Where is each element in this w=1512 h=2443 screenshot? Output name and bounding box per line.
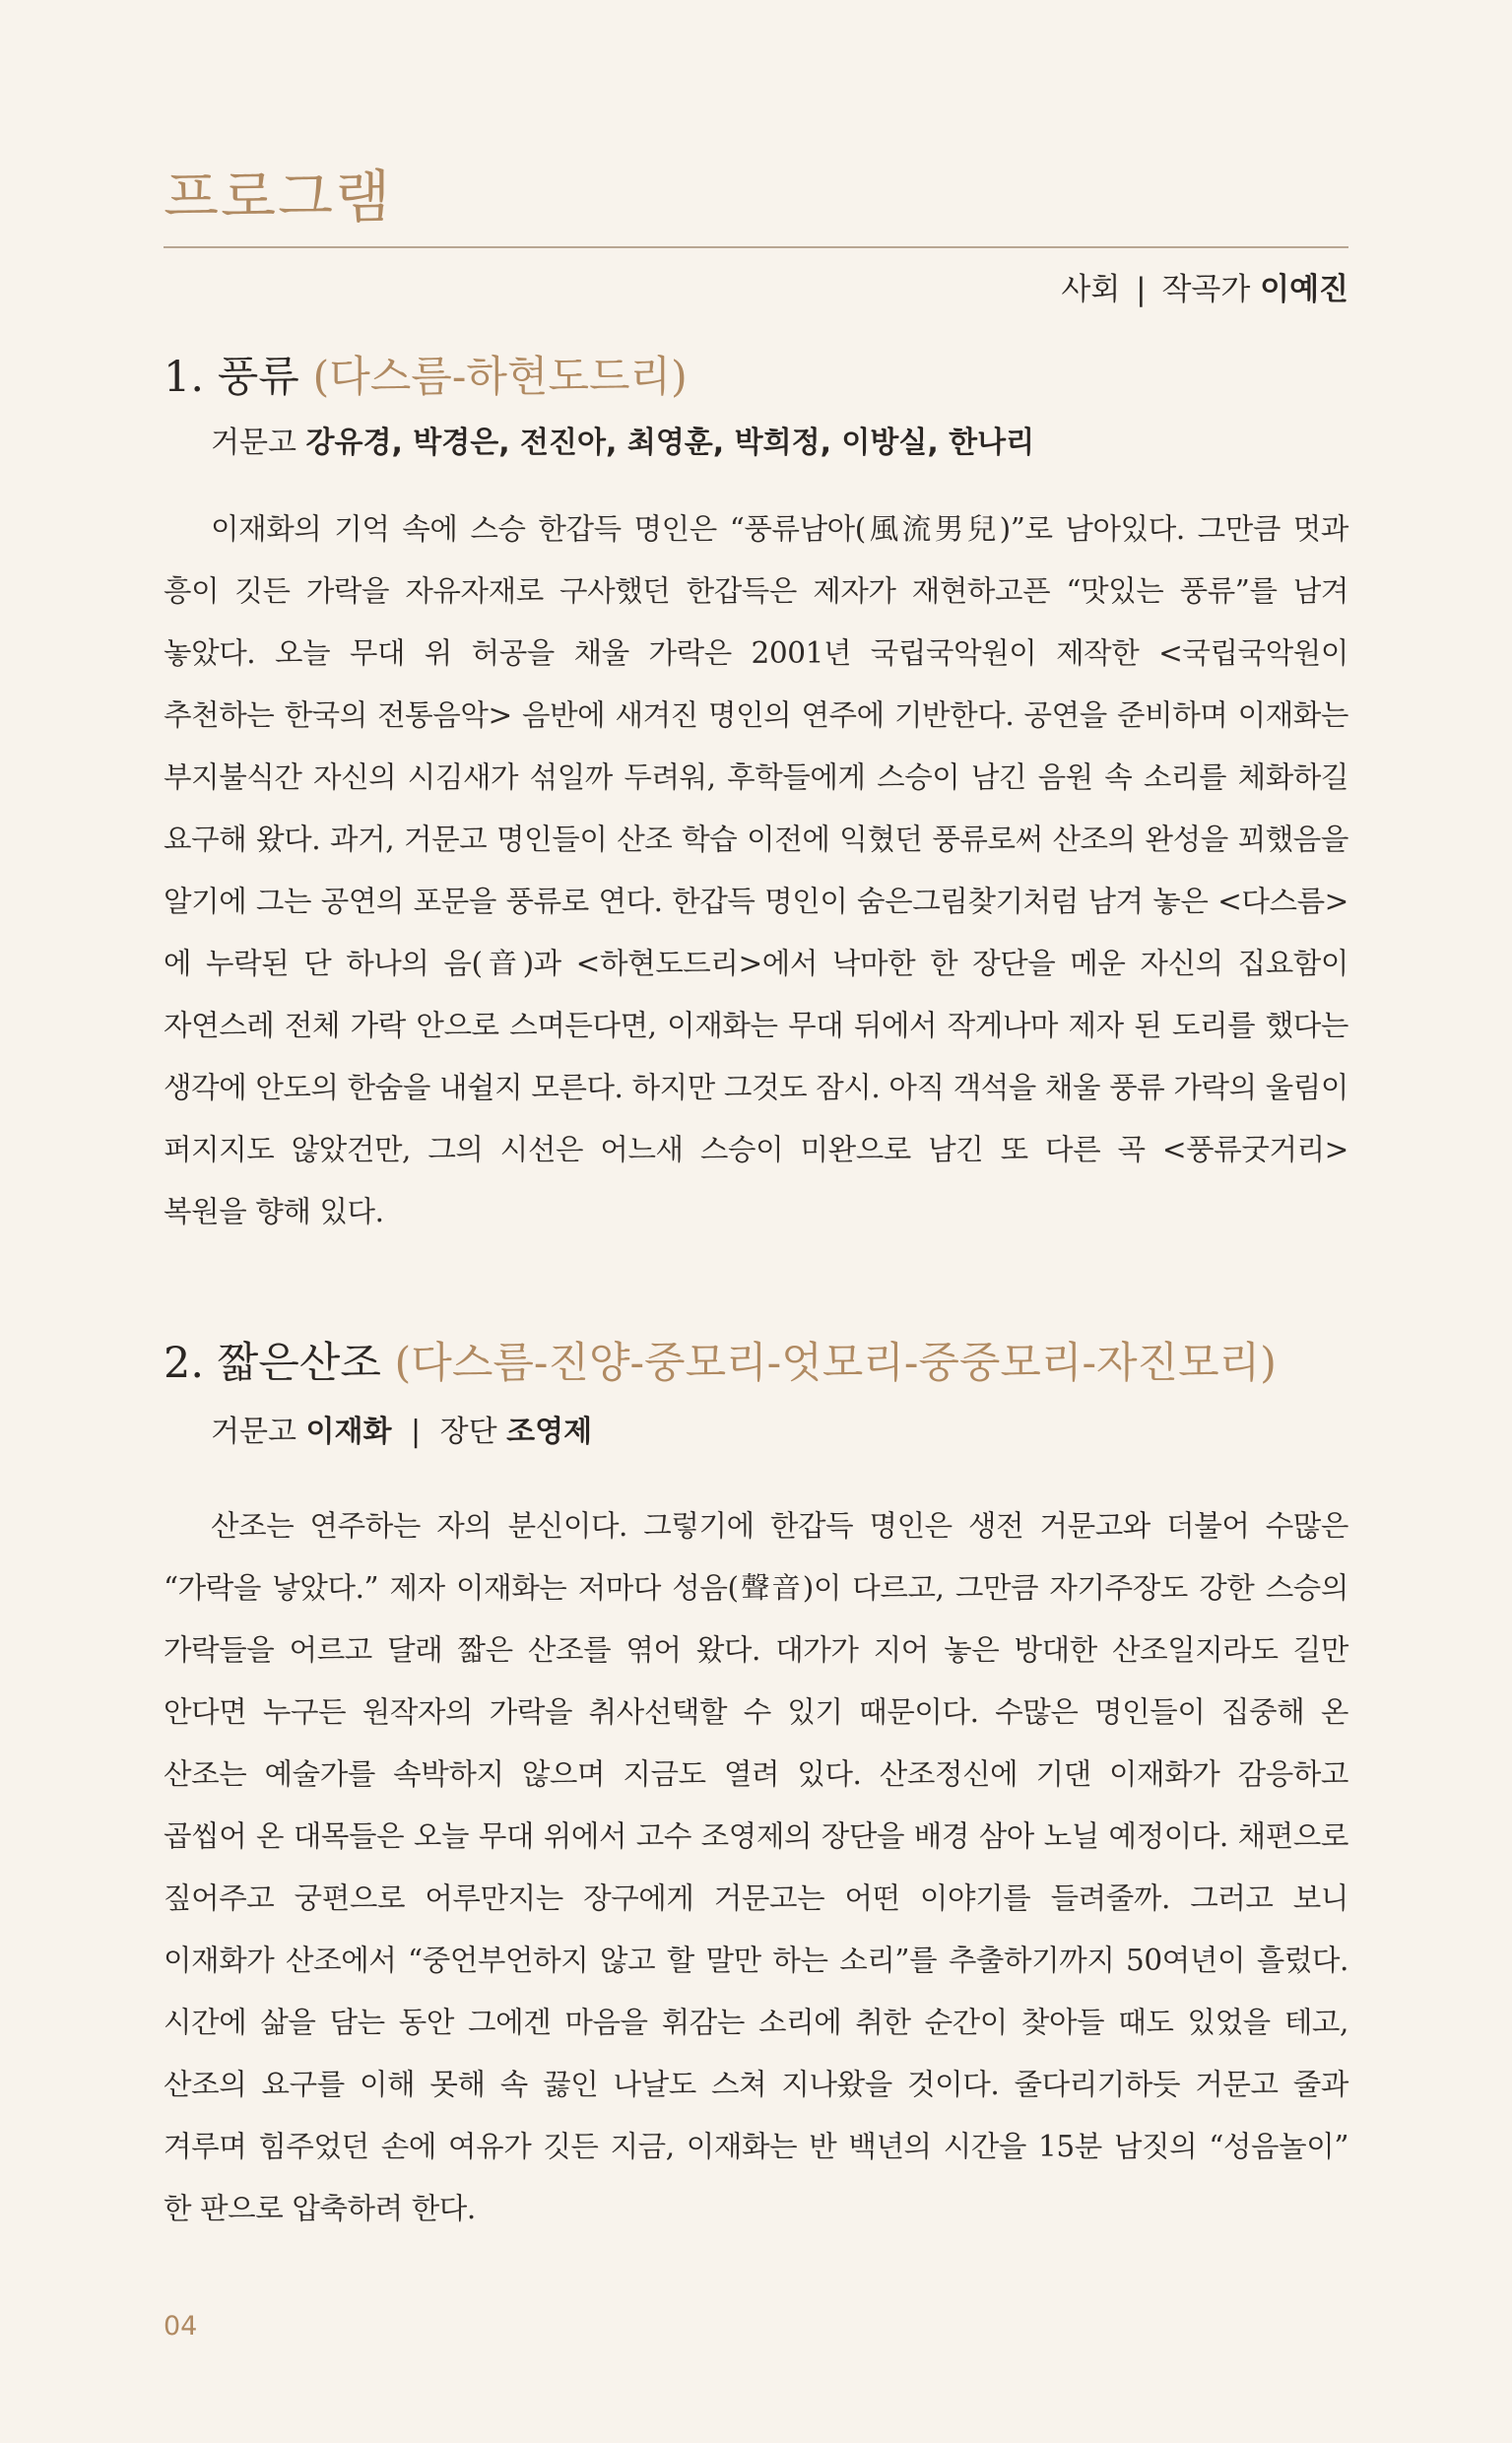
host-credit	[1061, 268, 1348, 311]
credit-role: 사회	[1061, 272, 1121, 307]
piece-description-1: 이재화의 기억 속에 스승 한갑득 명인은 “풍류남아(風流男兒)”로 남아있다. 그만큼 멋과 흥이 깃든 가락을 자유자재로 구사했던 한갑득은 제자가 재현하고픈 “맛있는 풍류”를 남겨 놓았다. 오늘 무대 위 허공을 채울 가락은 2001년 국립국악원이 제작한 <국립국악원이 추천하는 한국의 전통음악> 음반에 새겨진 명인의 연주에 기반한다. 공연을 준비하며 이재화는 부지불식간 자신의 시김새가 섞일까 두려워, 후학들에게 스승이 남긴 음원 속 소리를 체화하길 요구해 왔다. 과거, 거문고 명인들이 산조 학습 이전에 익혔던 풍류로써 산조의 완성을 꾀했음을 알기에 그는 공연의 포문을 풍류로 연다. 한갑득 명인이 숨은그림찾기처럼 남겨 놓은 <다스름>에 누락된 단 하나의 음(音)과 <하현도드리>에서 낙마한 한 장단을 메운 자신의 집요함이 자연스레 전체 가락 안으로 스며든다면, 이재화는 무대 뒤에서 작게나마 제자 된 도리를 했다는 생각에 안도의 한숨을 내쉴지 모른다. 하지만 그것도 잠시. 아직 객석을 채울 풍류 가락의 울림이 퍼지지도 않았건만, 그의 시선은 어느새 스승이 미완으로 남긴 또 다른 곡 <풍류굿거리> 복원을 향해 있다.	[164, 512, 1348, 1228]
performer-names: 이재화	[305, 1415, 392, 1449]
piece-number: 2.	[164, 1339, 205, 1388]
piece-description-2: 산조는 연주하는 자의 분신이다. 그렇기에 한갑득 명인은 생전 거문고와 더불어 수많은 “가락을 낳았다.” 제자 이재화는 저마다 성음(聲音)이 다르고, 그만큼 자기주장도 강한 스승의 가락들을 어르고 달래 짧은 산조를 엮어 왔다. 대가가 지어 놓은 방대한 산조일지라도 길만 안다면 누구든 원작자의 가락을 취사선택할 수 있기 때문이다. 수많은 명인들이 집중해 온 산조는 예술가를 속박하지 않으며 지금도 열려 있다. 산조정신에 기댄 이재화가 감응하고 곱씹어 온 대목들은 오늘 무대 위에서 고수 조영제의 장단을 배경 삼아 노닐 예정이다. 채편으로 짚어주고 궁편으로 어루만지는 장구에게 거문고는 어떤 이야기를 들려줄까. 그러고 보니 이재화가 산조에서 “중언부언하지 않고 할 말만 하는 소리”를 추출하기까지 50여년이 흘렀다. 시간에 삶을 담는 동안 그에겐 마음을 휘감는 소리에 취한 순간이 찾아들 때도 있었을 테고, 산조의 요구를 이해 못해 속 끓인 나날도 스쳐 지나왔을 것이다. 줄다리기하듯 거문고 줄과 겨루며 힘주었던 손에 여유가 깃든 지금, 이재화는 반 백년의 시간을 15분 남짓의 “성음놀이” 한 판으로 압축하려 한다.	[164, 1509, 1348, 2225]
piece-subtitle: (다스름-진양-중모리-엇모리-중중모리-자진모리)	[394, 1339, 1277, 1388]
credit-name: 이예진	[1260, 272, 1348, 307]
piece-subtitle: (다스름-하현도드리)	[312, 353, 688, 402]
performer-names-2: 조영제	[506, 1415, 593, 1449]
performer-names: 강유경, 박경은, 전진아, 최영훈, 박희정, 이방실, 한나리	[305, 426, 1035, 460]
piece-heading-2	[164, 1336, 1277, 1391]
performer-separator: |	[411, 1415, 422, 1449]
performer-instrument-2: 장단	[439, 1415, 497, 1449]
performer-instrument: 거문고	[211, 426, 296, 460]
piece-number: 1.	[164, 353, 205, 402]
credit-title: 작곡가	[1161, 272, 1251, 307]
piece-title: 풍류	[217, 353, 299, 402]
page-title: 프로그램	[164, 164, 393, 231]
piece-title: 짧은산조	[217, 1339, 381, 1388]
piece-heading-1	[164, 350, 688, 405]
piece-performers-2	[211, 1411, 592, 1454]
credit-separator: |	[1136, 272, 1147, 307]
performer-instrument: 거문고	[211, 1415, 296, 1449]
page-number: 04	[164, 2311, 198, 2342]
title-divider	[164, 246, 1348, 248]
piece-performers-1	[211, 422, 1034, 465]
